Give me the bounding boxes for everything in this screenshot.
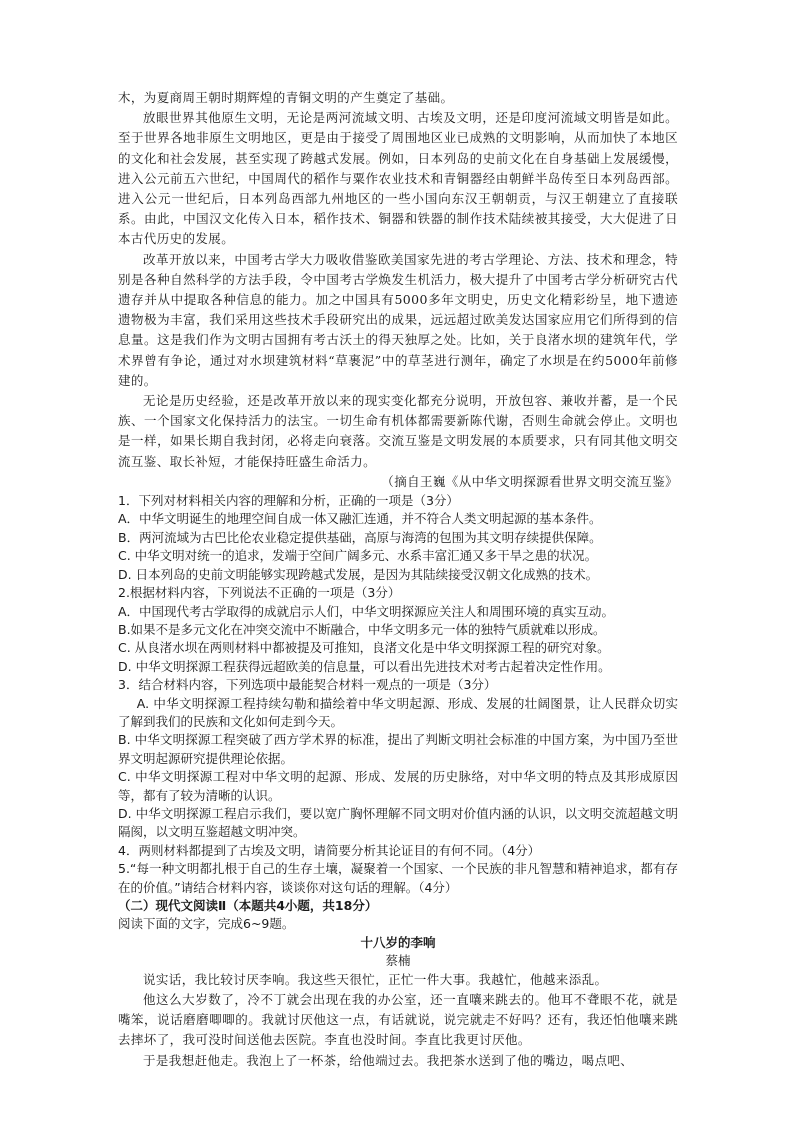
question-block (118, 492, 678, 934)
question-1-option-b: B．两河流域为古巴比伦农业稳定提供基础，高原与海湾的包围为其文明存续提供保障。 (118, 529, 602, 545)
question-3-option-d: D. 中华文明探源工程启示我们，要以宽广胸怀理解不同文明对价值内涵的认识，以文明交流超越文明隔阂，以文明互鉴超越文明冲突。 (118, 805, 678, 840)
story-body (118, 970, 678, 1071)
question-2-option-d: D. 中华文明探源工程获得远超欧美的信息量，可以看出先进技术对考古起着决定性作用。 (118, 658, 611, 674)
question-3-option-b: B. 中华文明探源工程突破了西方学术界的标准，提出了判断文明社会标准的中国方案，为中国乃至世界文明起源研究提供理论依据。 (118, 732, 678, 766)
question-3-option-a: A. 中华文明探源工程持续勾勒和描绘着中华文明起源、形成、发展的壮阔图景，让人民群众切实了解到我们的民族和文化如何走到今天。 (118, 695, 678, 729)
story-para-3: 于是我想赶他走。我泡上了一杯茶，给他端过去。我把茶水送到了他的嘴边，喝点吧、 (143, 1052, 634, 1068)
document-page (118, 88, 678, 1071)
question-2-option-b: B.如果不是多元文化在冲突交流中不断融合，中华文明多元一体的独特气质就难以形成。 (118, 621, 606, 637)
passage-material (118, 88, 678, 492)
question-1: 1．下列对材料相关内容的理解和分析，正确的一项是（3分） (118, 493, 459, 509)
question-3: 3．结合材料内容，下列选项中最能契合材料一观点的一项是（3分） (118, 677, 497, 693)
story-para-2: 他这么大岁数了，冷不丁就会出现在我的办公室，还一直嚷来跳去的。他耳不聋眼不花，就是嘴笨，说话磨磨唧唧的。我就讨厌他这一点，有话就说，说完就走不好吗？还有，我还怕他嚷来跳去摔坏了，我可没时间送他去医院。李直也没时间。李直比我更讨厌他。 (118, 992, 678, 1048)
passage-para-0: 木，为夏商周王朝时期辉煌的青铜文明的产生奠定了基础。 (118, 90, 454, 105)
story-para-1: 说实话，我比较讨厌李响。我这些天很忙，正忙一件大事。我越忙，他越来添乱。 (143, 971, 608, 987)
question-3-option-c: C. 中华文明探源工程对中华文明的起源、形成、发展的历史脉络，对中华文明的特点及其形成原因等，都有了较为清晰的认识。 (118, 769, 678, 803)
question-2: 2.根据材料内容，下列说法不正确的一项是（3分） (118, 585, 401, 601)
story-title: 十八岁的李响 (360, 934, 436, 950)
question-1-option-d: D. 日本列岛的史前文明能够实现跨越式发展，是因为其陆续接受汉朝文化成熟的技术。 (118, 566, 599, 582)
section-2-instruction: 阅读下面的文字，完成6~9题。 (118, 916, 295, 932)
passage-source: （摘自王巍《从中华文明探源看世界文明交流互鉴》 (381, 473, 678, 489)
passage-para-2: 改革开放以来，中国考古学大力吸收借鉴欧美国家先进的考古学理论、方法、技术和理念，特别是各种自然科学的方法手段，令中国考古学焕发生机活力，极大提升了中国考古学分析研究古代遗存并从中提取各种信息的能力。加之中国具有5000多年文明史，历史文化精彩纷呈，地下遗迹遗物极为丰富，我们采用这些技术手段研究出的成果，远远超过欧美发达国家应用它们所得到的信息量。这是我们作为文明古国拥有考古沃土的得天独厚之处。比如，关于良渚水坝的建筑年代，学术界曾有争论，通过对水坝建筑材料“草裹泥”中的草茎进行测年，确定了水坝是在约5000年前修建的。 (118, 251, 678, 388)
question-4: 4．两则材料都提到了古埃及文明，请简要分析其论证目的有何不同。（4分） (118, 842, 541, 858)
question-2-option-c: C. 从良渚水坝在两则材料中都被提及可推知，良渚文化是中华文明探源工程的研究对象。 (118, 640, 610, 656)
question-1-option-a: A．中华文明诞生的地理空间自成一体又融汇连通，并不符合人类文明起源的基本条件。 (118, 511, 602, 527)
passage-para-1: 放眼世界其他原生文明，无论是两河流域文明、古埃及文明，还是印度河流域文明皆是如此。至于世界各地非原生文明地区，更是由于接受了周围地区业已成熟的文明影响，从而加快了本地区的文化和社会发展，甚至实现了跨越式发展。例如，日本列岛的史前文化在自身基础上发展缓慢，进入公元前五六世纪，中国周代的稻作与粟作农业技术和青铜器经由朝鲜半岛传至日本列岛西部。进入公元一世纪后，日本列岛西部九州地区的一些小国向东汉王朝朝贡，与汉王朝建立了直接联系。由此，中国汉文化传入日本，稻作技术、铜器和铁器的制作技术陆续被其接受，大大促进了日本古代历史的发展。 (118, 110, 678, 247)
passage-para-3: 无论是历史经验，还是改革开放以来的现实变化都充分说明，开放包容、兼收并蓄，是一个民族、一个国家文化保持活力的法宝。一切生命有机体都需要新陈代谢，否则生命就会停止。文明也是一样，如果长期自我封闭，必将走向衰落。交流互鉴是文明发展的本质要求，只有同其他文明交流互鉴、取长补短，才能保持旺盛生命活力。 (118, 393, 678, 469)
story-author: 蔡楠 (385, 952, 411, 968)
question-2-option-a: A．中国现代考古学取得的成就启示人们，中华文明探源应关注人和周围环境的真实互动。 (118, 603, 615, 619)
question-1-option-c: C. 中华文明对统一的追求，发端于空间广阔多元、水系丰富汇通又多干旱之患的状况。 (118, 548, 598, 564)
section-2-heading: （二）现代文阅读Ⅱ（本题共4小题，共18分） (118, 898, 378, 913)
question-5: 5.“每一种文明都扎根于自己的生存土壤，凝聚着一个国家、一个民族的非凡智慧和精神追求，都有存在的价值。”请结合材料内容，谈谈你对这句话的理解。（4分） (118, 861, 678, 895)
